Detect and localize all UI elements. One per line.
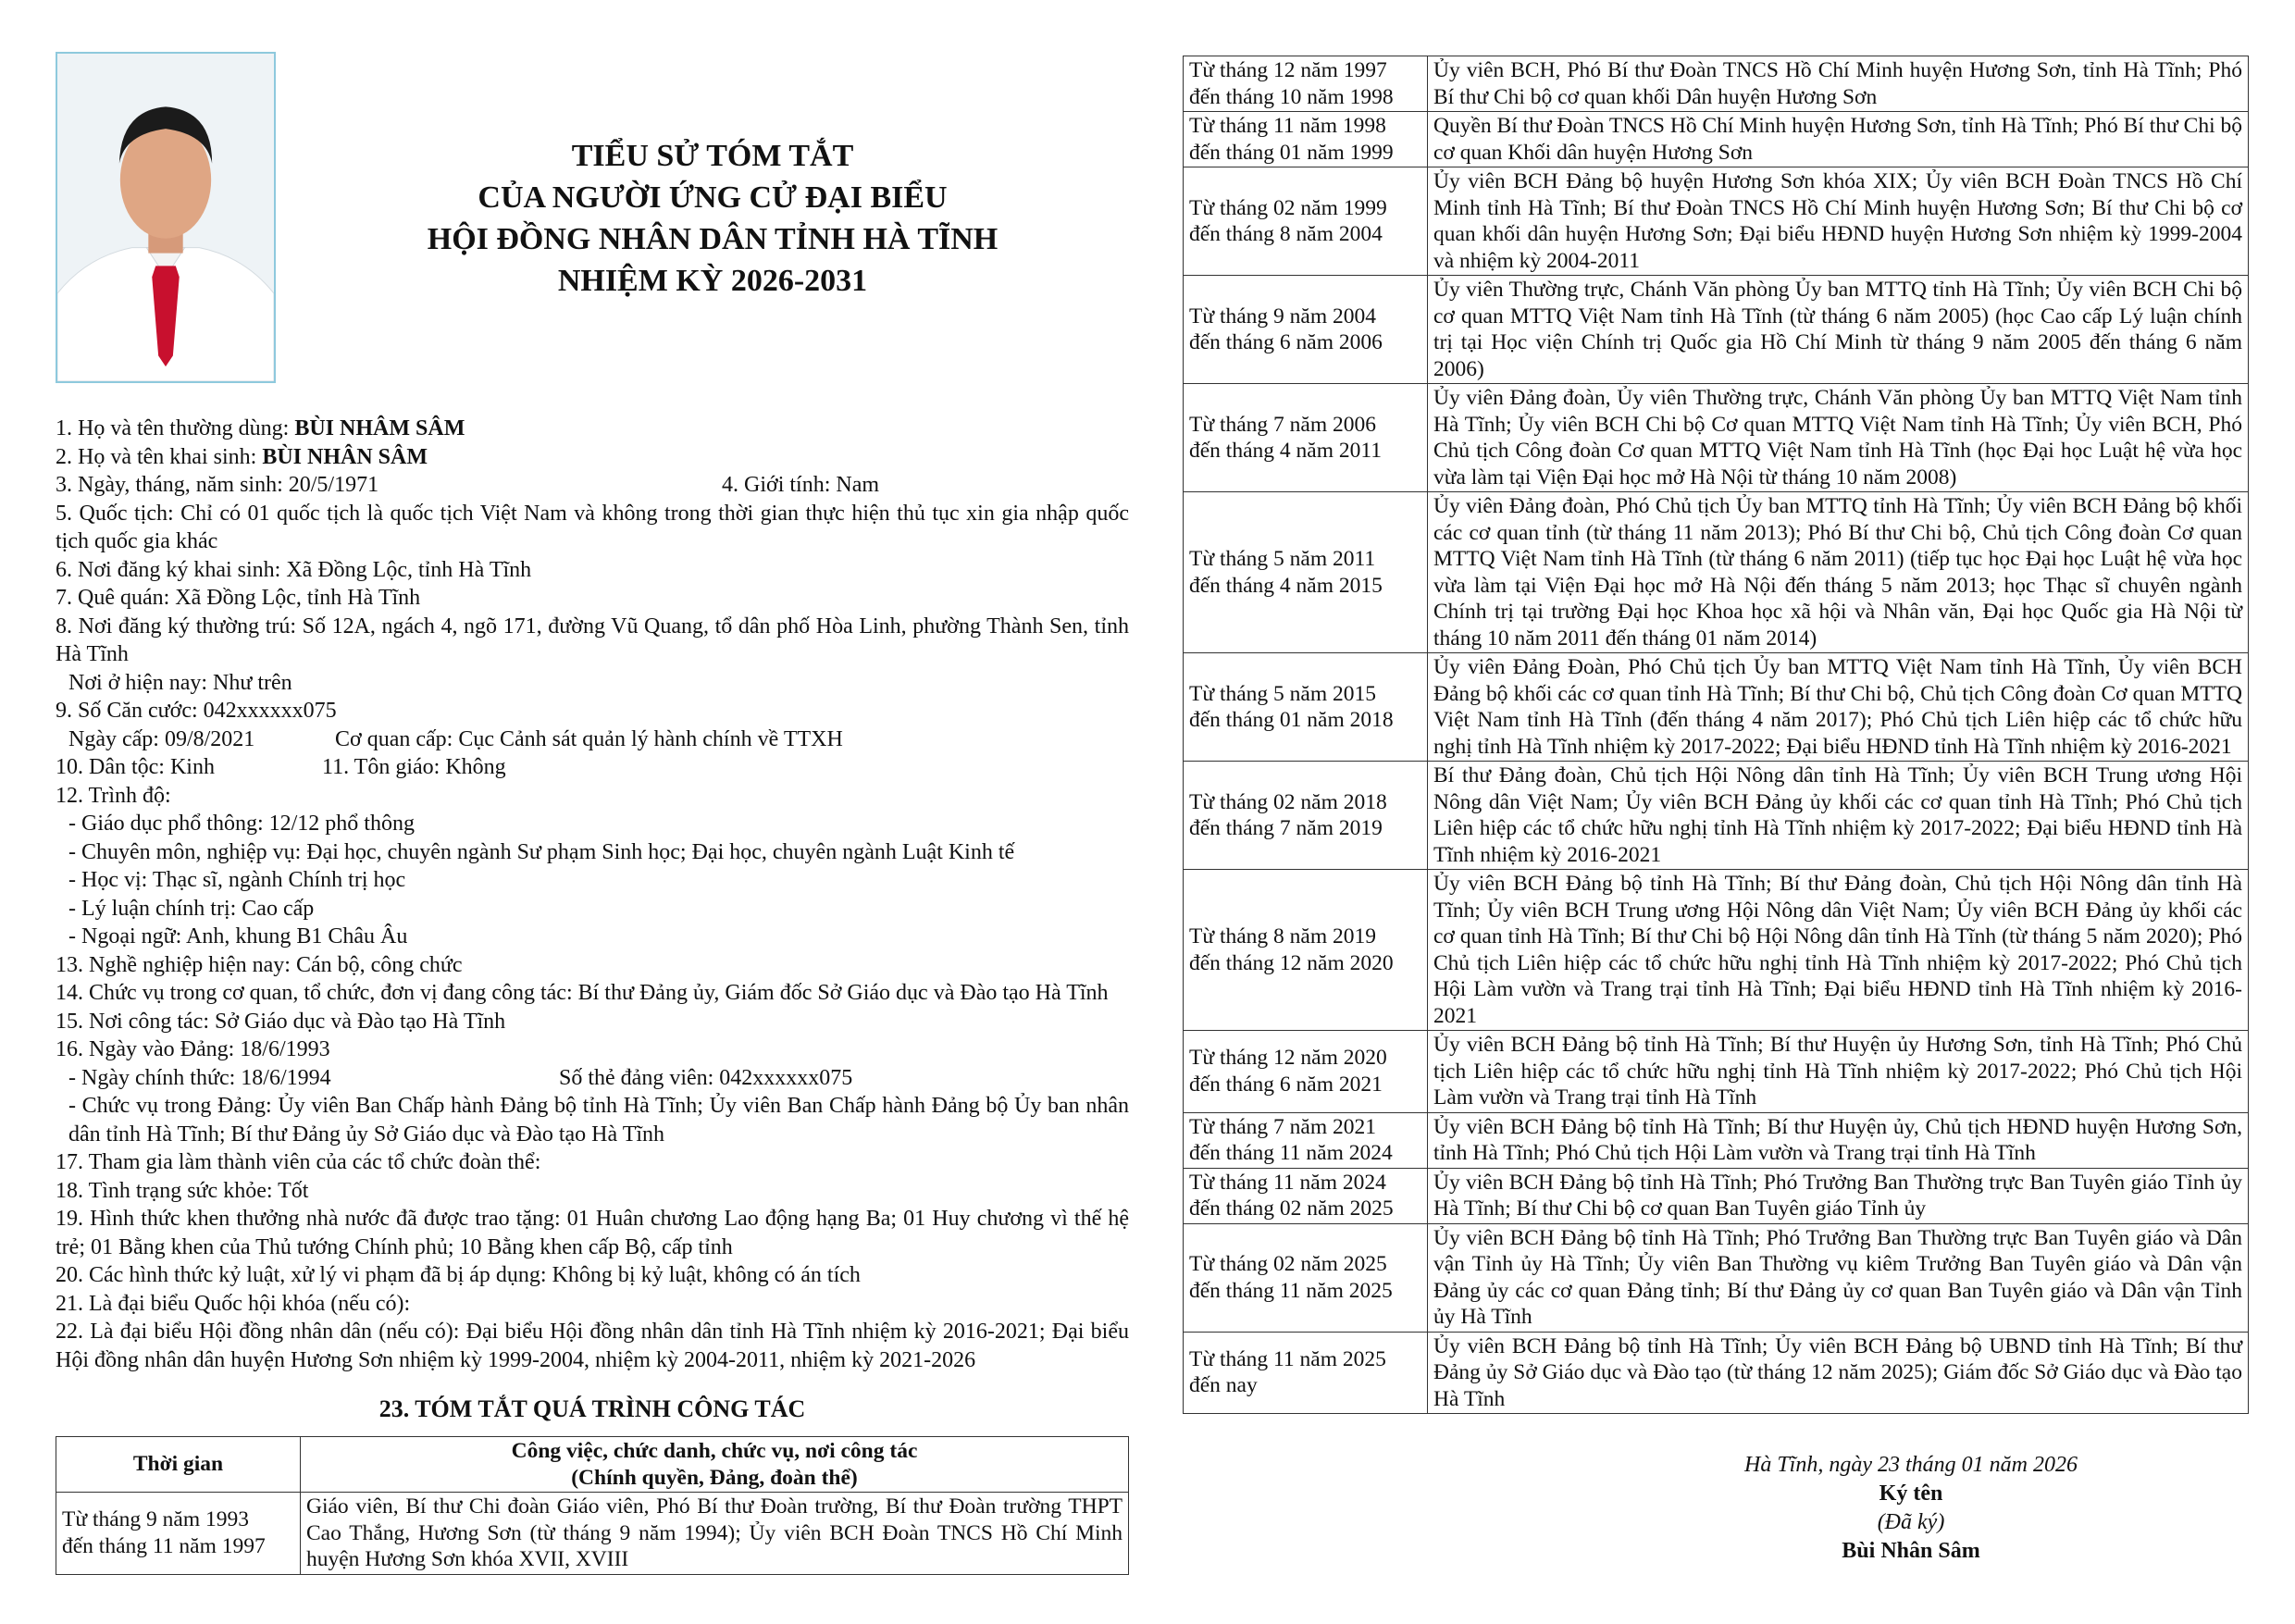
period-from: Từ tháng 02 năm 2025 [1189,1252,1387,1276]
info-organizations: 17. Tham gia làm thành viên của các tổ chức đoàn thể: [56,1150,541,1174]
description-cell: Ủy viên BCH Đảng bộ tỉnh Hà Tĩnh; Phó Trưởng Ban Thường trực Ban Tuyên giáo Tỉnh ủy Hà Tĩnh; Bí thư Chi bộ cơ quan Ban Tuyên giáo Tỉnh ủy [1428,1168,2249,1223]
info-occupation: 13. Nghề nghiệp hiện nay: Cán bộ, công chức [56,952,463,977]
info-nationality: 5. Quốc tịch: Chỉ có 01 quốc tịch là quốc tịch Việt Nam và không trong thời gian thực hiện thủ tục xin gia nhập quốc tịch quốc gia khác [56,501,1129,553]
ethnicity: 10. Dân tộc: Kinh [56,755,215,779]
work-history-right-body [1184,56,2249,1414]
header-work-sub: (Chính quyền, Đảng, đoàn thể) [571,1465,858,1490]
info-id-issue [56,725,1129,754]
period-from: Từ tháng 5 năm 2015 [1189,681,1377,706]
work-history-table [56,1436,1129,1575]
description-cell: Ủy viên BCH Đảng bộ tỉnh Hà Tĩnh; Bí thư Đảng đoàn, Chủ tịch Hội Nông dân tỉnh Hà Tĩnh; Ủy viên BCH Trung ương Hội Nông dân Việt Nam; Ủy viên BCH Đảng ủy khối các cơ quan tỉnh Hà Tĩnh; Bí thư Chi bộ Hội Nông dân tỉnh Hà Tĩnh (từ tháng 5 năm 2020); Phó Chủ tịch Liên hiệp các tổ chức hữu nghị tỉnh Hà Tĩnh nhiệm kỳ 2017-2022; Phó Chủ tịch Hội Làm vườn và Trang trại tỉnh Hà Tĩnh; Đại biểu HĐND tỉnh Hà Tĩnh nhiệm kỳ 2016-2021 [1428,870,2249,1031]
info-position: 14. Chức vụ trong cơ quan, tổ chức, đơn vị đang công tác: Bí thư Đảng ủy, Giám đốc Sở Giáo dục và Đào tạo Hà Tĩnh [56,981,1109,1005]
description-cell: Ủy viên Thường trực, Chánh Văn phòng Ủy ban MTTQ tỉnh Hà Tĩnh; Ủy viên BCH Chi bộ cơ quan MTTQ Việt Nam tỉnh Hà Tĩnh (từ tháng 6 năm 2005) (học Cao cấp Lý luận chính trị tại Học viện Chính trị Quốc gia Hồ Chí Minh từ tháng 9 năm 2005 đến tháng 6 năm 2006) [1428,276,2249,384]
info-education: 12. Trình độ: [56,783,171,808]
period-cell [1184,492,1428,653]
info-awards: 19. Hình thức khen thưởng nhà nước đã được trao tặng: 01 Huân chương Lao động hạng Ba; 01 Huy chương vì thế hệ trẻ; 01 Bằng khen của Thủ tướng Chính phủ; 10 Bằng khen cấp Bộ, cấp tỉnh [56,1207,1129,1259]
table-row [1184,653,2249,762]
gender: 4. Giới tính: Nam [722,473,880,497]
info-education-political: - Lý luận chính trị: Cao cấp [68,896,315,921]
info-party-position: - Chức vụ trong Đảng: Ủy viên Ban Chấp hành Đảng bộ tỉnh Hà Tĩnh; Ủy viên Ban Chấp hành Đảng bộ Ủy ban nhân dân tỉnh Hà Tĩnh; Bí thư Đảng ủy Sở Giáo dục và Đào tạo Hà Tĩnh [68,1094,1129,1147]
period-to: đến tháng 6 năm 2021 [1189,1072,1383,1097]
description-cell: Ủy viên BCH Đảng bộ tỉnh Hà Tĩnh; Bí thư Huyện ủy, Chủ tịch HĐND huyện Hương Sơn, tỉnh Hà Tĩnh; Phó Chủ tịch Hội Làm vườn và Trang trại tỉnh Hà Tĩnh [1428,1112,2249,1168]
common-name-value: BÙI NHÂM SÂM [294,416,465,440]
table-row [1184,167,2249,276]
period-to: đến nay [1189,1373,1258,1398]
birthdate: 3. Ngày, tháng, năm sinh: 20/5/1971 [56,473,379,497]
period-cell [1184,1223,1428,1332]
table-row [1184,1223,2249,1332]
description-cell: Ủy viên BCH Đảng bộ tỉnh Hà Tĩnh; Ủy viên BCH Đảng bộ UBND tỉnh Hà Tĩnh; Bí thư Đảng ủy Sở Giáo dục và Đào tạo (từ tháng 12 năm 2025); Giám đốc Sở Giáo dục và Đào tạo Hà Tĩnh [1428,1332,2249,1414]
period-to: đến tháng 10 năm 1998 [1189,84,1394,109]
period-cell [1184,56,1428,112]
table-row [1184,1332,2249,1414]
document-title [296,135,1129,302]
period-to: đến tháng 4 năm 2011 [1189,439,1382,463]
period-to: đến tháng 12 năm 2020 [1189,950,1394,975]
info-birth-registration: 6. Nơi đăng ký khai sinh: Xã Đồng Lộc, tỉnh Hà Tĩnh [56,557,532,582]
table-row [1184,1031,2249,1113]
info-hometown: 7. Quê quán: Xã Đồng Lộc, tỉnh Hà Tĩnh [56,586,421,610]
personal-info [56,415,1129,1374]
table-row [1184,492,2249,653]
header-work-label: Công việc, chức danh, chức vụ, nơi công tác [511,1439,918,1463]
description-cell: Quyền Bí thư Đoàn TNCS Hồ Chí Minh huyện Hương Sơn, tỉnh Hà Tĩnh; Phó Bí thư Chi bộ cơ quan Khối dân huyện Hương Sơn [1428,112,2249,167]
party-card-number: Số thẻ đảng viên: 042xxxxxx075 [559,1065,853,1090]
period-to: đến tháng 11 năm 2024 [1189,1141,1393,1165]
info-ethnicity-religion [56,753,1129,782]
period-cell [1184,762,1428,870]
period-to: đến tháng 02 năm 2025 [1189,1196,1394,1221]
period-from: Từ tháng 7 năm 2006 [1189,412,1377,437]
signature-block [1712,1451,2110,1566]
table-header-row [56,1437,1129,1493]
description-cell: Ủy viên BCH, Phó Bí thư Đoàn TNCS Hồ Chí Minh huyện Hương Sơn, tỉnh Hà Tĩnh; Phó Bí thư Chi bộ cơ quan khối Dân huyện Hương Sơn [1428,56,2249,112]
birth-name-value: BÙI NHÂN SÂM [262,444,428,469]
description-cell: Ủy viên Đảng Đoàn, Phó Chủ tịch Ủy ban MTTQ Việt Nam tỉnh Hà Tĩnh, Ủy viên BCH Đảng bộ khối các cơ quan tỉnh Hà Tĩnh; Bí thư Chi bộ, Chủ tịch Công đoàn Cơ quan MTTQ Việt Nam tỉnh Hà Tĩnh (đến tháng 4 năm 2017); Phó Chủ tịch Liên hiệp các tổ chức hữu nghị tỉnh Hà Tĩnh nhiệm kỳ 2017-2022; Đại biểu HĐND tỉnh Hà Tĩnh nhiệm kỳ 2016-2021 [1428,653,2249,762]
period-from: Từ tháng 12 năm 1997 [1189,58,1387,82]
table-row [1184,870,2249,1031]
period-from: Từ tháng 11 năm 2024 [1189,1170,1386,1195]
period-from: Từ tháng 9 năm 2004 [1189,304,1377,329]
table-row [1184,56,2249,112]
description-cell: Bí thư Đảng đoàn, Chủ tịch Hội Nông dân tỉnh Hà Tĩnh; Ủy viên BCH Trung ương Hội Nông dân Việt Nam; Ủy viên BCH Đảng ủy khối các cơ quan tỉnh Hà Tĩnh; Phó Chủ tịch Liên hiệp các tổ chức hữu nghị tỉnh Hà Tĩnh nhiệm kỳ 2017-2022; Đại biểu HĐND tỉnh Hà Tĩnh nhiệm kỳ 2016-2021 [1428,762,2249,870]
table-row [1184,112,2249,167]
info-party-official [56,1064,1129,1093]
period-from: Từ tháng 12 năm 2020 [1189,1046,1387,1071]
period-cell [1184,1112,1428,1168]
title-line: HỘI ĐỒNG NHÂN DÂN TỈNH HÀ TĨNH [427,222,999,256]
work-history-title: 23. TÓM TẮT QUÁ TRÌNH CÔNG TÁC [378,1395,806,1422]
info-discipline: 20. Các hình thức kỷ luật, xử lý vi phạm đã bị áp dụng: Không bị kỷ luật, không có án tích [56,1263,861,1287]
period-cell [1184,1031,1428,1113]
period-to: đến tháng 8 năm 2004 [1189,222,1383,246]
period-to: đến tháng 01 năm 1999 [1189,140,1394,165]
info-education-general: - Giáo dục phổ thông: 12/12 phổ thông [68,812,415,836]
header-work [301,1437,1129,1493]
work-history-table-continued [1183,56,2249,1414]
period-cell [1184,870,1428,1031]
period-from: Từ tháng 02 năm 1999 [1189,195,1387,220]
info-id-number: 9. Số Căn cước: 042xxxxxx075 [56,699,337,723]
period-cell [1184,276,1428,384]
period-from: Từ tháng 8 năm 2019 [1189,924,1377,948]
period-cell [1184,1168,1428,1223]
info-education-specialty: - Chuyên môn, nghiệp vụ: Đại học, chuyên ngành Sư phạm Sinh học; Đại học, chuyên ngành Luật Kinh tế [68,839,1015,864]
period-from: Từ tháng 11 năm 1998 [1189,114,1386,138]
info-education-degree: - Học vị: Thạc sĩ, ngành Chính trị học [68,868,406,892]
signature-date: Hà Tĩnh, ngày 23 tháng 01 năm 2026 [1744,1453,2078,1477]
info-party-entry: 16. Ngày vào Đảng: 18/6/1993 [56,1037,330,1061]
id-issuer: Cơ quan cấp: Cục Cảnh sát quản lý hành chính về TTXH [335,726,843,751]
period-to: đến tháng 11 năm 2025 [1189,1278,1393,1303]
title-line: NHIỆM KỲ 2026-2031 [557,264,868,298]
table-row [56,1493,1129,1575]
period-to: đến tháng 01 năm 2018 [1189,708,1394,732]
period-to: đến tháng 7 năm 2019 [1189,816,1383,840]
period-cell [1184,167,1428,276]
info-birth-name: 2. Họ và tên khai sinh: BÙI NHÂN SÂM [56,444,428,469]
info-birthdate-gender [56,471,1129,500]
period-from: Từ tháng 02 năm 2018 [1189,789,1387,814]
period-from: Từ tháng 5 năm 2011 [1189,547,1376,571]
party-official-date: - Ngày chính thức: 18/6/1994 [68,1065,331,1090]
period-cell [1184,653,1428,762]
table-row [1184,1168,2249,1223]
period-to: đến tháng 6 năm 2006 [1189,330,1383,354]
title-line: TIỂU SỬ TÓM TẮT [571,139,854,173]
description-cell: Ủy viên BCH Đảng bộ tỉnh Hà Tĩnh; Bí thư Huyện ủy Hương Sơn, tỉnh Hà Tĩnh; Phó Chủ tịch Liên hiệp các tổ chức hữu nghị tỉnh Hà Tĩnh nhiệm kỳ 2017-2022; Phó Chủ tịch Hội Làm vườn và Trang trại tỉnh Hà Tĩnh [1428,1031,2249,1113]
work-history-left-body [56,1493,1129,1575]
info-common-name: 1. Họ và tên thường dùng: BÙI NHÂM SÂM [56,416,465,440]
description-cell: Giáo viên, Bí thư Chi đoàn Giáo viên, Phó Bí thư Đoàn trường, Bí thư Đoàn trường THPT Cao Thắng, Hương Sơn (từ tháng 9 năm 1994); Ủy viên BCH Đoàn TNCS Hồ Chí Minh huyện Hương Sơn khóa XVII, XVIII [301,1493,1129,1575]
signer-name: Bùi Nhân Sâm [1842,1539,1980,1563]
table-row [1184,1112,2249,1168]
table-row [1184,762,2249,870]
period-cell [1184,384,1428,492]
info-education-language: - Ngoại ngữ: Anh, khung B1 Châu Âu [68,924,408,948]
header-time: Thời gian [56,1437,301,1493]
info-health: 18. Tình trạng sức khỏe: Tốt [56,1178,309,1203]
period-cell [1184,112,1428,167]
description-cell: Ủy viên BCH Đảng bộ huyện Hương Sơn khóa XIX; Ủy viên BCH Đoàn TNCS Hồ Chí Minh tỉnh Hà Tĩnh; Bí thư Đoàn TNCS Hồ Chí Minh huyện Hương Sơn; Bí thư Chi bộ cơ quan khối dân huyện Hương Sơn; Đại biểu HĐND huyện Hương Sơn nhiệm kỳ 1999-2004 và nhiệm kỳ 2004-2011 [1428,167,2249,276]
table-row [1184,384,2249,492]
signature-note: (Đã ký) [1877,1510,1945,1534]
portrait-photo [56,52,276,383]
description-cell: Ủy viên Đảng đoàn, Phó Chủ tịch Ủy ban MTTQ tỉnh Hà Tĩnh; Ủy viên BCH Đảng bộ khối các cơ quan tỉnh (từ tháng 11 năm 2013); Phó Bí thư Chi bộ, Chủ tịch Công đoàn Cơ quan MTTQ Việt Nam tỉnh Hà Tĩnh (từ tháng 6 năm 2011) (tiếp tục học Đại học Luật hệ vừa học vừa làm tại Viện Đại học mở Hà Nội đến tháng 5 năm 2013; học Thạc sĩ chuyên ngành Chính trị tại trường Đại học Khoa học xã hội và Nhân văn, Đại học Quốc gia Hà Nội từ tháng 10 năm 2011 đến tháng 01 năm 2014) [1428,492,2249,653]
info-workplace: 15. Nơi công tác: Sở Giáo dục và Đào tạo Hà Tĩnh [56,1009,506,1034]
period-cell [56,1493,301,1575]
period-to: đến tháng 4 năm 2015 [1189,573,1383,598]
signature-label: Ký tên [1879,1481,1943,1506]
info-current-residence: Nơi ở hiện nay: Như trên [68,670,292,695]
info-residence: 8. Nơi đăng ký thường trú: Số 12A, ngách 4, ngõ 171, đường Vũ Quang, tổ dân phố Hòa Linh, phường Thành Sen, tỉnh Hà Tĩnh [56,614,1129,666]
description-cell: Ủy viên Đảng đoàn, Ủy viên Thường trực, Chánh Văn phòng Ủy ban MTTQ Việt Nam tỉnh Hà Tĩnh; Ủy viên BCH Chi bộ Cơ quan MTTQ Việt Nam tỉnh Hà Tĩnh; Ủy viên BCH, Phó Chủ tịch Công đoàn Cơ quan MTTQ Việt Nam tỉnh Hà Tĩnh (học Đại học Luật hệ vừa học vừa làm tại Viện Đại học mở Hà Nội từ tháng 10 năm 2008) [1428,384,2249,492]
info-national-assembly: 21. Là đại biểu Quốc hội khóa (nếu có): [56,1291,411,1316]
id-issue-date: Ngày cấp: 09/8/2021 [68,726,255,751]
period-from: Từ tháng 7 năm 2021 [1189,1114,1377,1139]
religion: 11. Tôn giáo: Không [322,755,506,779]
portrait-icon [57,54,274,381]
title-line: CỦA NGƯỜI ỨNG CỬ ĐẠI BIỂU [478,180,948,215]
table-row [1184,276,2249,384]
period-to: đến tháng 11 năm 1997 [62,1533,266,1558]
period-from: Từ tháng 11 năm 2025 [1189,1346,1386,1371]
period-from: Từ tháng 9 năm 1993 [62,1507,250,1532]
info-peoples-council: 22. Là đại biểu Hội đồng nhân dân (nếu có): Đại biểu Hội đồng nhân dân tỉnh Hà Tĩnh nhiệm kỳ 2016-2021; Đại biểu Hội đồng nhân dân huyện Hương Sơn nhiệm kỳ 1999-2004, nhiệm kỳ 2004-2011, nhiệm kỳ 2021-2026 [56,1320,1129,1372]
description-cell: Ủy viên BCH Đảng bộ tỉnh Hà Tĩnh; Phó Trưởng Ban Thường trực Ban Tuyên giáo và Dân vận Tỉnh ủy Hà Tĩnh; Ủy viên Ban Thường vụ kiêm Trưởng Ban Tuyên giáo và Dân vận Đảng ủy các cơ quan Đảng tỉnh; Bí thư Đảng ủy cơ quan Ban Tuyên giáo và Dân vận Tỉnh ủy Hà Tĩnh [1428,1223,2249,1332]
period-cell [1184,1332,1428,1414]
